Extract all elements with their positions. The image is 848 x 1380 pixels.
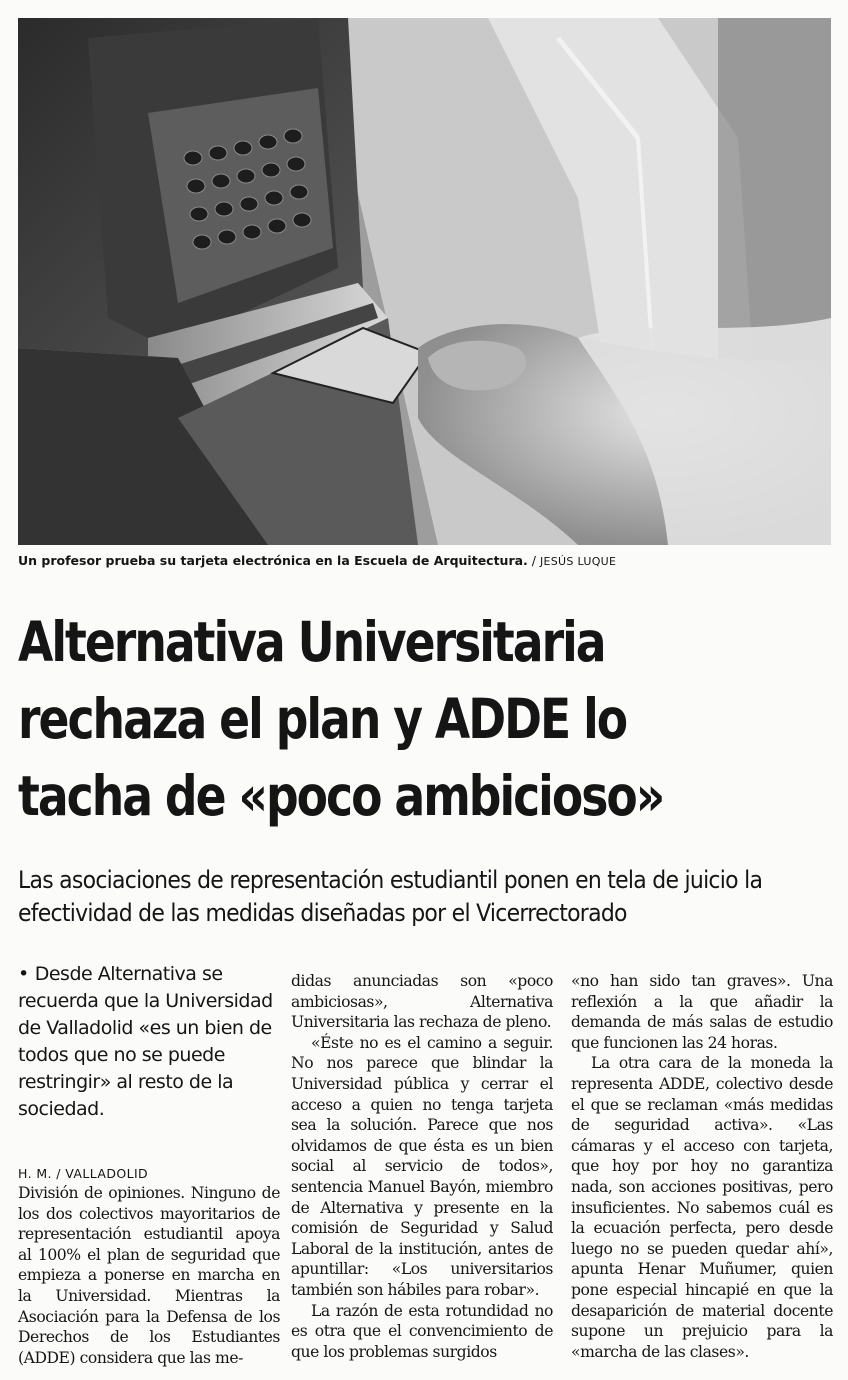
caption-text: Un profesor prueba su tarjeta electrónica en la Escuela de Arquitectura.	[18, 553, 528, 568]
subheadline: Las asociaciones de representación estudiantil ponen en tela de juicio la efectividad de las medidas diseñadas por el Vicerrectorado	[18, 866, 763, 927]
byline-location: VALLADOLID	[65, 1166, 149, 1181]
headline-line-3: tacha de «poco ambicioso»	[18, 764, 664, 828]
bullet-icon: •	[18, 963, 29, 985]
article-column-2	[291, 971, 553, 1362]
card-reader-photo-illustration	[18, 18, 831, 545]
summary-text: Desde Alternativa se recuerda que la Universidad de Valladolid «es un bien de todos que no se puede restringir» al resto de la sociedad.	[18, 963, 273, 1120]
byline-separator: /	[51, 1166, 66, 1181]
body-paragraph: didas anunciadas son «poco ambiciosas», Alternativa Universitaria las rechaza de pleno.	[291, 972, 553, 1032]
article-column-3	[571, 971, 833, 1362]
photo-caption	[18, 553, 831, 570]
caption-separator: /	[527, 553, 540, 568]
summary-highlight	[18, 961, 280, 1123]
body-paragraph: La razón de esta rotundidad no es otra que el convencimiento de que los problemas surgidos	[291, 1301, 553, 1361]
article-column-1	[18, 961, 280, 1368]
byline-author: H. M.	[18, 1166, 52, 1181]
photo-credit: JESÚS LUQUE	[539, 555, 617, 568]
article-photo	[18, 18, 831, 545]
body-paragraph: «Éste no es el camino a seguir. No nos parece que blindar la Universidad pública y cerrar el acceso a quien no tenga tarjeta sea la solución. Parece que nos olvidamos de que ésta es un bien social al servicio de todos», sentencia Manuel Bayón, miembro de Alternativa y presente en la comisión de Seguridad y Salud Laboral de la institución, antes de apuntillar: «Los universitarios también son hábiles para robar».	[291, 1033, 553, 1299]
body-paragraph: División de opiniones. Ninguno de los dos colectivos mayoritarios de representación estudiantil apoya al 100% el plan de seguridad que empieza a ponerse en marcha en la Universidad. Mientras la Asociación para la Defensa de los Derechos de los Estudiantes (ADDE) considera que las me-	[18, 1184, 280, 1367]
body-paragraph: La otra cara de la moneda la representa ADDE, colectivo desde el que se reclaman «más medidas de seguridad activa». «Las cámaras y el acceso con tarjeta, que hoy por hoy no garantiza nada, son acciones positivas, pero insuficientes. No sabemos cuál es la ecuación perfecta, pero desde luego no se pueden quedar ahí», apunta Henar Muñumer, quien pone especial hincapié en que la desaparición de material docente supone un prejuicio para la «marcha de las clases».	[571, 1054, 833, 1361]
headline	[18, 604, 833, 835]
headline-line-1: Alternativa Universitaria	[18, 610, 605, 674]
body-paragraph: «no han sido tan graves». Una reflexión a la que añadir la demanda de más salas de estudio que funcionen las 24 horas.	[571, 972, 833, 1052]
headline-line-2: rechaza el plan y ADDE lo	[18, 687, 627, 751]
byline	[18, 1165, 280, 1183]
